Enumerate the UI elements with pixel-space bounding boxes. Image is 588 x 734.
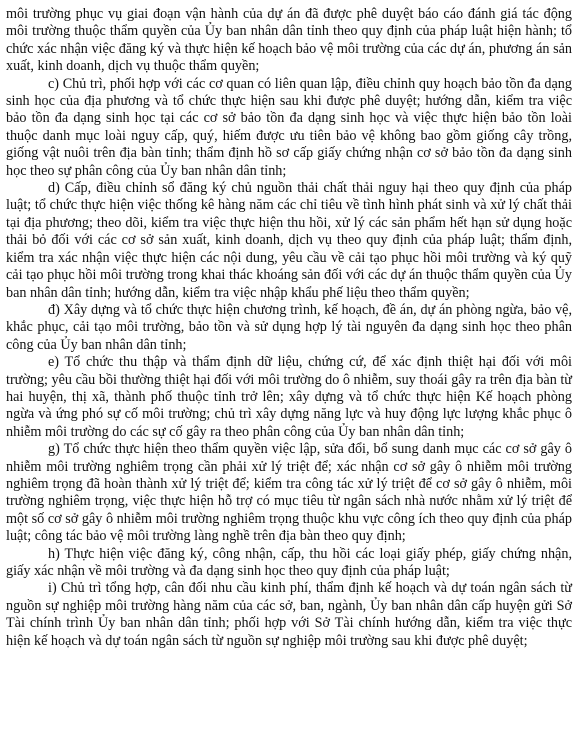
paragraph-item-g: g) Tổ chức thực hiện theo thẩm quyền việc lập, sửa đổi, bổ sung danh mục các cơ sở gây ô nhiễm môi trường nghiêm trọng cần phải xử lý triệt để; xác nhận cơ sở gây ô nhiễm môi trường nghiêm trọng đã hoàn thành xử lý triệt để; kiểm tra công tác xử lý triệt để cơ sở gây ô nhiễm, môi trường nghiêm trọng, việc thực hiện hỗ trợ có mục tiêu từ ngân sách nhà nước nhằm xử lý triệt để một số cơ sở gây ô nhiễm môi trường nghiêm trọng thuộc khu vực công ích theo quy định của pháp luật; công tác bảo vệ môi trường làng nghề trên địa bàn theo quy định; bbox=[6, 441, 572, 545]
paragraph-item-i: i) Chủ trì tổng hợp, cân đối nhu cầu kinh phí, thẩm định kế hoạch và dự toán ngân sách từ nguồn sự nghiệp môi trường hàng năm của các sở, ban, ngành, Ủy ban nhân dân cấp huyện gửi Sở Tài chính trình Ủy ban nhân dân tỉnh; phối hợp với Sở Tài chính hướng dẫn, kiểm tra việc thực hiện kế hoạch và dự toán ngân sách từ nguồn sự nghiệp môi trường sau khi được phê duyệt; bbox=[6, 580, 572, 649]
paragraph-item-c: c) Chủ trì, phối hợp với các cơ quan có liên quan lập, điều chỉnh quy hoạch bảo tồn đa dạng sinh học của địa phương và tổ chức thực hiện sau khi được phê duyệt; hướng dẫn, kiểm tra việc bảo tồn đa dạng sinh học tại các cơ sở bảo tồn đa dạng sinh học và việc thực hiện bảo tồn loài thuộc danh mục loài nguy cấp, quý, hiếm được ưu tiên bảo vệ không bao gồm giống cây trồng, giống vật nuôi trên địa bàn tỉnh; thẩm định hồ sơ cấp giấy chứng nhận cơ sở bảo tồn đa dạng sinh học theo sự phân công của Ủy ban nhân dân tỉnh; bbox=[6, 75, 572, 179]
paragraph-item-d: d) Cấp, điều chỉnh sổ đăng ký chủ nguồn thải chất thải nguy hại theo quy định của pháp luật; tổ chức thực hiện việc thống kê hàng năm các chỉ tiêu về tình hình phát sinh và xử lý chất thải tại địa phương; theo dõi, kiểm tra việc thực hiện thu hồi, xử lý các sản phẩm hết hạn sử dụng hoặc thải bỏ đối với các cơ sở sản xuất, kinh doanh, dịch vụ theo quy định của pháp luật; thẩm định, kiểm tra xác nhận việc thực hiện các nội dung, yêu cầu về cải tạo phục hồi môi trường và ký quỹ cải tạo phục hồi môi trường trong khai thác khoáng sản đối với các dự án thuộc thẩm quyền của Ủy ban nhân dân tỉnh; hướng dẫn, kiểm tra việc nhập khẩu phế liệu theo thẩm quyền; bbox=[6, 180, 572, 301]
paragraph-item-dd: đ) Xây dựng và tổ chức thực hiện chương trình, kế hoạch, đề án, dự án phòng ngừa, bảo vệ, khắc phục, cải tạo môi trường, bảo tồn và sử dụng hợp lý tài nguyên đa dạng sinh học theo phân công của Ủy ban nhân dân tỉnh; bbox=[6, 301, 572, 353]
paragraph-item-h: h) Thực hiện việc đăng ký, công nhận, cấp, thu hồi các loại giấy phép, giấy chứng nhận, giấy xác nhận về môi trường và đa dạng sinh học theo quy định của pháp luật; bbox=[6, 545, 572, 579]
paragraph-item-e: e) Tổ chức thu thập và thẩm định dữ liệu, chứng cứ, để xác định thiệt hại đối với môi trường; yêu cầu bồi thường thiệt hại đối với môi trường do ô nhiễm, suy thoái gây ra trên địa bàn từ hai huyện, thị xã, thành phố thuộc tỉnh trở lên; xây dựng và tổ chức thực hiện Kế hoạch phòng ngừa và ứng phó sự cố môi trường; chủ trì xây dựng năng lực và huy động lực lượng khắc phục ô nhiễm môi trường do các sự cố gây ra theo phân công của Ủy ban nhân dân tỉnh; bbox=[6, 354, 572, 440]
paragraph-continuation: môi trường phục vụ giai đoạn vận hành của dự án đã được phê duyệt báo cáo đánh giá tác động môi trường thuộc thẩm quyền của Ủy ban nhân dân tỉnh theo quy định của pháp luật hiện hành; tổ chức xác nhận việc đăng ký và thực hiện kế hoạch bảo vệ môi trường của các dự án, phương án sản xuất, kinh doanh, dịch vụ thuộc thẩm quyền; bbox=[6, 6, 572, 75]
